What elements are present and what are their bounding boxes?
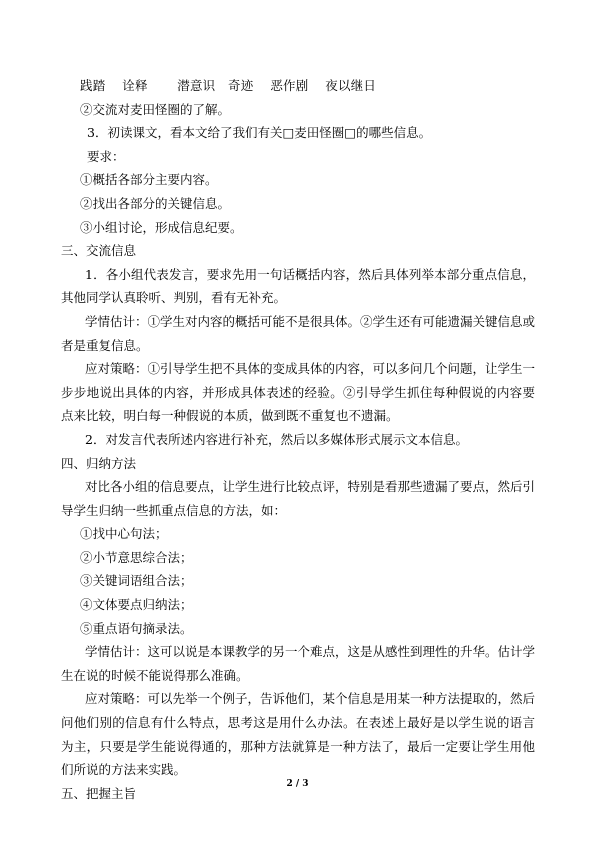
text-paragraph: ③关键词语组合法； bbox=[80, 573, 193, 589]
text-paragraph: ①找中心句法； bbox=[80, 526, 168, 542]
text-paragraph: 2．对发言代表所述内容进行补充，然后以多媒体形式展示文本信息。 bbox=[85, 431, 468, 447]
text-paragraph: ④文体要点归纳法； bbox=[80, 597, 193, 613]
vocabulary-line: 践踏 诠释 潜意识 奇迹 恶作剧 夜以继日 bbox=[80, 78, 377, 93]
text-paragraph: 学情估计：这可以说是本课教学的另一个难点，这是从感性到理性的升华。估计学生在说的时候不能说得那么准确。 bbox=[61, 644, 536, 683]
text-paragraph: 应对策略：①引导学生把不具体的变成具体的内容，可以多问几个问题，让学生一步步地说出具体的内容，并形成具体表述的经验。②引导学生抓住每种假说的内容要点来比较，明白每一种假说的本质，做到既不重复也不遗漏。 bbox=[61, 361, 536, 424]
text-paragraph: ②小节意思综合法； bbox=[80, 549, 193, 565]
text-paragraph: 应对策略：可以先举一个例子，告诉他们，某个信息是用某一种方法提取的，然后问他们别的信息有什么特点，思考这是用什么办法。在表述上最好是以学生说的语言为主，只要是学生能说得通的，那种方法就算是一种方法了，最后一定要让学生用他们所说的方法来实践。 bbox=[61, 691, 536, 778]
document-body bbox=[61, 74, 535, 805]
text-paragraph: 要求： bbox=[87, 148, 125, 164]
text-paragraph: ③小组讨论，形成信息纪要。 bbox=[80, 219, 243, 235]
page-number: 2 / 3 bbox=[286, 779, 309, 789]
text-paragraph: ②交流对麦田怪圈的了解。 bbox=[80, 101, 231, 117]
text-paragraph: 1．各小组代表发言，要求先用一句话概括内容，然后具体列举本部分重点信息，其他同学认真聆听、判别，看有无补充。 bbox=[61, 266, 535, 306]
section-heading: 四、归纳方法 bbox=[61, 455, 137, 471]
text-paragraph: 学情估计：①学生对内容的概括可能不是很具体。②学生还有可能遗漏关键信息或者是重复信息。 bbox=[61, 313, 536, 353]
text-paragraph: ②找出各部分的关键信息。 bbox=[80, 195, 231, 211]
section-heading: 五、把握主旨 bbox=[61, 785, 137, 801]
section-heading: 三、交流信息 bbox=[61, 243, 137, 259]
text-paragraph: ⑤重点语句摘录法。 bbox=[80, 620, 193, 636]
text-paragraph: 对比各小组的信息要点，让学生进行比较点评，特别是看那些遗漏了要点，然后引导学生归纳一些抓重点信息的方法，如： bbox=[61, 479, 536, 518]
text-paragraph: ①概括各部分主要内容。 bbox=[80, 172, 218, 188]
text-paragraph: 3．初读课文，看本文给了我们有关□麦田怪圈□的哪些信息。 bbox=[87, 125, 432, 141]
